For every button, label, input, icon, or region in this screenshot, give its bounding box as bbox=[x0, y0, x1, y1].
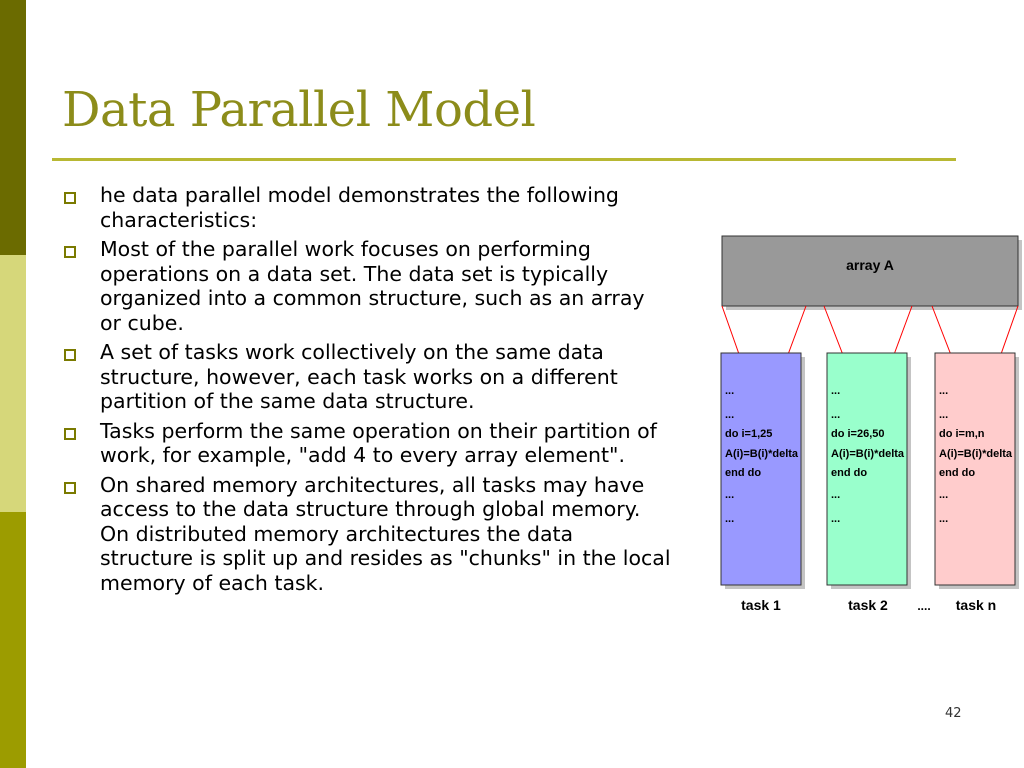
code-line: A(i)=B(i)*delta bbox=[939, 448, 1013, 460]
code-line: ... bbox=[725, 409, 735, 421]
bullet-item bbox=[62, 183, 672, 232]
square-bullet-icon bbox=[64, 246, 76, 258]
bullet-item bbox=[62, 340, 672, 414]
bullet-list bbox=[62, 183, 672, 600]
array-a-label: array A bbox=[846, 257, 894, 273]
code-line: ... bbox=[939, 385, 949, 397]
code-line: ... bbox=[725, 513, 735, 525]
code-line: end do bbox=[939, 467, 976, 479]
code-line: ... bbox=[939, 409, 949, 421]
data-parallel-diagram bbox=[718, 232, 1024, 622]
side-bar-bottom bbox=[0, 512, 26, 768]
bullet-text: Tasks perform the same operation on their partition of work, for example, "add 4 to every array element". bbox=[100, 418, 657, 467]
task-label: task 2 bbox=[848, 597, 888, 613]
code-line: ... bbox=[831, 409, 841, 421]
code-line: end do bbox=[725, 467, 762, 479]
slide-title: Data Parallel Model bbox=[62, 82, 536, 138]
title-underline bbox=[52, 158, 956, 161]
tasks-ellipsis: .... bbox=[917, 599, 931, 613]
code-line: ... bbox=[939, 489, 949, 501]
code-line: A(i)=B(i)*delta bbox=[831, 448, 905, 460]
task-label: task n bbox=[955, 597, 997, 613]
code-line: end do bbox=[831, 467, 868, 479]
code-line: ... bbox=[831, 385, 841, 397]
bullet-item bbox=[62, 237, 672, 335]
page-number: 42 bbox=[945, 706, 962, 721]
task-label: task 1 bbox=[741, 597, 781, 613]
side-bar-top bbox=[0, 0, 26, 255]
bullet-text: A set of tasks work collectively on the same data structure, however, each task works on a different partition of the same data structure. bbox=[100, 340, 618, 413]
square-bullet-icon bbox=[64, 192, 76, 204]
bullet-item bbox=[62, 419, 672, 468]
code-line: ... bbox=[725, 489, 735, 501]
code-line: A(i)=B(i)*delta bbox=[725, 448, 799, 460]
square-bullet-icon bbox=[64, 428, 76, 440]
side-bar-middle bbox=[0, 255, 26, 512]
code-line: ... bbox=[725, 385, 735, 397]
code-line: do i=26,50 bbox=[831, 428, 885, 440]
code-line: ... bbox=[831, 513, 841, 525]
code-line: do i=1,25 bbox=[725, 428, 773, 440]
code-line: ... bbox=[831, 489, 841, 501]
bullet-text: Most of the parallel work focuses on performing operations on a data set. The data set is typically organized into a common structure, such as an array or cube. bbox=[100, 237, 645, 335]
bullet-item bbox=[62, 473, 672, 596]
square-bullet-icon bbox=[64, 349, 76, 361]
square-bullet-icon bbox=[64, 482, 76, 494]
bullet-text: he data parallel model demonstrates the following characteristics: bbox=[100, 183, 619, 232]
bullet-text: On shared memory architectures, all tasks may have access to the data structure through global memory. On distributed memory architectures the data structure is split up and resides as "chunks" in the local memory of each task. bbox=[100, 472, 671, 595]
code-line: ... bbox=[939, 513, 949, 525]
code-line: do i=m,n bbox=[939, 428, 985, 440]
